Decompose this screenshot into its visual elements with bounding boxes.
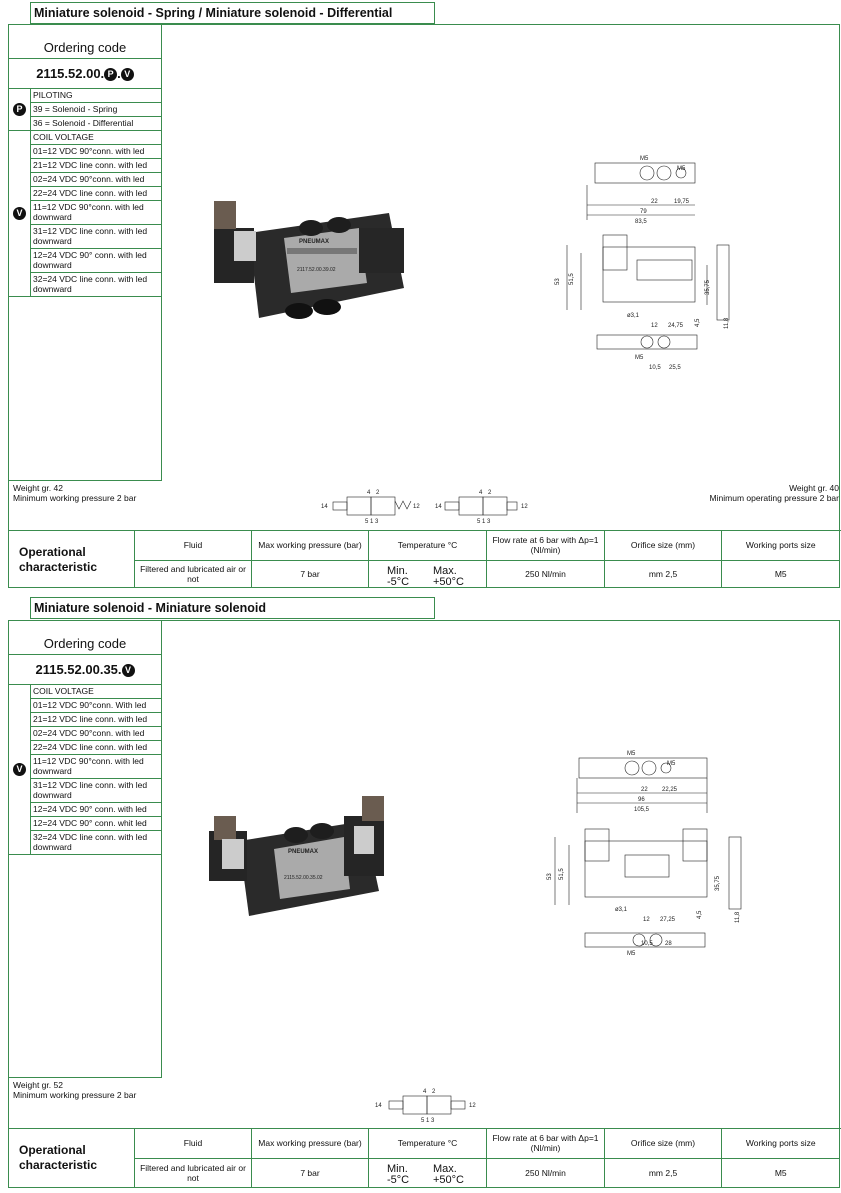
ports-value: M5 — [722, 1158, 840, 1187]
header-flow: Flow rate at 6 bar with Δp=1 (Nl/min) — [487, 1129, 605, 1158]
header-pressure: Max working pressure (bar) — [252, 531, 369, 560]
header-temperature: Temperature °C — [369, 1129, 487, 1158]
svg-text:79: 79 — [640, 209, 647, 215]
header-orifice: Orifice size (mm) — [605, 531, 722, 560]
header-fluid: Fluid — [135, 1129, 252, 1158]
weight-value: Weight gr. 52 — [13, 1080, 63, 1090]
header-temperature: Temperature °C — [369, 531, 487, 560]
valve-photo — [204, 791, 404, 926]
svg-text:ø3,1: ø3,1 — [627, 313, 640, 319]
svg-text:12: 12 — [643, 917, 650, 923]
p-badge-icon: P — [13, 103, 26, 116]
coil-option: 31=12 VDC line conn. with led downward — [31, 779, 161, 803]
svg-text:2: 2 — [432, 1089, 436, 1095]
svg-text:105,5: 105,5 — [634, 807, 650, 813]
svg-text:25,5: 25,5 — [669, 365, 681, 371]
svg-text:4: 4 — [423, 1089, 427, 1095]
flow-value: 250 Nl/min — [487, 1158, 605, 1187]
svg-text:53: 53 — [555, 278, 561, 285]
svg-text:53: 53 — [547, 873, 553, 880]
svg-text:27,25: 27,25 — [660, 917, 676, 923]
header-pressure: Max working pressure (bar) — [252, 1129, 369, 1158]
coil-option: 31=12 VDC line conn. with led downward — [31, 225, 161, 249]
coil-option: 01=12 VDC 90°conn. with led — [31, 145, 161, 159]
min-pressure: Minimum working pressure 2 bar — [13, 493, 137, 503]
section1-title: Miniature solenoid - Spring / Miniature solenoid - Differential — [30, 2, 435, 24]
ordering-panel — [9, 25, 162, 481]
svg-text:4,5: 4,5 — [695, 318, 701, 327]
svg-text:2: 2 — [488, 490, 492, 496]
svg-text:12: 12 — [521, 504, 528, 510]
svg-text:51,5: 51,5 — [559, 868, 565, 880]
dimension-drawing — [547, 733, 747, 957]
svg-text:M5: M5 — [640, 156, 649, 162]
coil-option: 11=12 VDC 90°conn. with led downward — [31, 755, 161, 779]
coil-header: COIL VOLTAGE — [31, 131, 161, 145]
fluid-value: Filtered and lubricated air or not — [135, 560, 252, 588]
svg-text:5 1 3: 5 1 3 — [477, 519, 491, 525]
svg-text:51,5: 51,5 — [569, 273, 575, 285]
pressure-value: 7 bar — [252, 1158, 369, 1187]
svg-text:4: 4 — [367, 490, 371, 496]
svg-text:10,5: 10,5 — [641, 941, 653, 947]
coil-option: 21=12 VDC line conn. with led — [31, 713, 161, 727]
section2-panel — [8, 620, 840, 1188]
ports-value: M5 — [722, 560, 840, 588]
dimension-drawing — [547, 135, 737, 371]
svg-text:14: 14 — [321, 504, 328, 510]
coil-option: 21=12 VDC line conn. with led — [31, 159, 161, 173]
valve-photo — [199, 193, 419, 328]
coil-option: 01=12 VDC 90°conn. With led — [31, 699, 161, 713]
temperature-value: Min. -5°C Max. +50°C — [369, 1158, 487, 1187]
header-flow: Flow rate at 6 bar with Δp=1 (Nl/min) — [487, 531, 605, 560]
svg-text:22,25: 22,25 — [662, 787, 678, 793]
svg-text:2115.52.00.35.02: 2115.52.00.35.02 — [284, 875, 323, 881]
v-badge-icon: V — [13, 763, 26, 776]
svg-text:M5: M5 — [627, 951, 636, 957]
coil-option: 22=24 VDC line conn. with led — [31, 741, 161, 755]
svg-text:83,5: 83,5 — [635, 219, 647, 225]
svg-text:35,75: 35,75 — [705, 279, 711, 295]
svg-text:M5: M5 — [677, 166, 686, 172]
piloting-header: PILOTING — [31, 89, 161, 103]
coil-header: COIL VOLTAGE — [31, 685, 161, 699]
coil-option: 02=24 VDC 90°conn. with led — [31, 727, 161, 741]
svg-text:11,8: 11,8 — [724, 317, 730, 329]
fluid-value: Filtered and lubricated air or not — [135, 1158, 252, 1187]
svg-text:14: 14 — [375, 1103, 382, 1109]
section1-panel — [8, 24, 840, 588]
coil-option: 02=24 VDC 90°conn. with led — [31, 173, 161, 187]
v-badge-icon: V — [13, 207, 26, 220]
operational-table: Operational characteristic Fluid Max working pressure (bar) Temperature °C Flow rate at 6 bar with Δp=1 (Nl/min) Orifice size (mm) Working ports size Filtered and lubricated air or not 7 bar Min. -5°C Max. +50°C 250 Nl/min mm 2,5 M5 — [9, 530, 841, 588]
p-badge-icon: P — [104, 68, 117, 81]
pressure-value: 7 bar — [252, 560, 369, 588]
svg-text:12: 12 — [469, 1103, 476, 1109]
svg-text:M5: M5 — [627, 751, 636, 757]
operational-table: Operational characteristic Fluid Max working pressure (bar) Temperature °C Flow rate at 6 bar with Δp=1 (Nl/min) Orifice size (mm) Working ports size Filtered and lubricated air or not 7 bar Min. -5°C Max. +50°C 250 Nl/min mm 2,5 M5 — [9, 1128, 841, 1186]
svg-text:5 1 3: 5 1 3 — [421, 1118, 435, 1124]
ordering-panel — [9, 621, 162, 1078]
svg-text:M5: M5 — [667, 761, 676, 767]
weight-value: Weight gr. 40 — [789, 483, 839, 493]
min-pressure: Minimum operating pressure 2 bar — [709, 493, 839, 503]
header-ports: Working ports size — [722, 531, 840, 560]
svg-text:4,5: 4,5 — [697, 910, 703, 919]
header-orifice: Orifice size (mm) — [605, 1129, 722, 1158]
piloting-option: 39 = Solenoid - Spring — [31, 103, 161, 117]
coil-option: 12=24 VDC 90° conn. whit led — [31, 817, 161, 831]
svg-text:14: 14 — [435, 504, 442, 510]
svg-text:PNEUMAX: PNEUMAX — [288, 849, 319, 855]
svg-text:35,75: 35,75 — [715, 875, 721, 891]
piloting-group — [9, 89, 161, 131]
orifice-value: mm 2,5 — [605, 560, 722, 588]
min-pressure: Minimum working pressure 2 bar — [13, 1090, 137, 1100]
temperature-value: Min. -5°C Max. +50°C — [369, 560, 487, 588]
svg-text:96: 96 — [638, 797, 645, 803]
svg-text:12: 12 — [413, 504, 420, 510]
ordering-code-label: Ordering code — [9, 621, 161, 655]
header-fluid: Fluid — [135, 531, 252, 560]
coil-option: 11=12 VDC 90°conn. with led downward — [31, 201, 161, 225]
svg-text:4: 4 — [479, 490, 483, 496]
section2-title: Miniature solenoid - Miniature solenoid — [30, 597, 435, 619]
coil-voltage-group — [9, 685, 161, 855]
svg-text:28: 28 — [665, 941, 672, 947]
svg-text:12: 12 — [651, 323, 658, 329]
svg-text:11,8: 11,8 — [735, 911, 741, 923]
v-badge-icon: V — [121, 68, 134, 81]
coil-option: 32=24 VDC line conn. with led downward — [33, 274, 148, 294]
valve-symbol — [371, 1084, 491, 1126]
svg-text:M5: M5 — [635, 355, 644, 361]
valve-symbol — [319, 485, 539, 527]
coil-option: 12=24 VDC 90° conn. with led — [31, 803, 161, 817]
svg-text:5 1 3: 5 1 3 — [365, 519, 379, 525]
piloting-option: 36 = Solenoid - Differential — [33, 118, 134, 128]
ordering-code-label: Ordering code — [9, 25, 161, 59]
flow-value: 250 Nl/min — [487, 560, 605, 588]
svg-text:24,75: 24,75 — [668, 323, 684, 329]
svg-text:22: 22 — [641, 787, 648, 793]
svg-text:2: 2 — [376, 490, 380, 496]
ordering-code: 2115.52.00. P . V — [9, 59, 161, 89]
coil-option: 22=24 VDC line conn. with led — [31, 187, 161, 201]
header-ports: Working ports size — [722, 1129, 840, 1158]
v-badge-icon: V — [122, 664, 135, 677]
svg-text:19,75: 19,75 — [674, 199, 690, 205]
svg-text:PNEUMAX: PNEUMAX — [299, 239, 330, 245]
svg-text:ø3,1: ø3,1 — [615, 907, 628, 913]
coil-option: 12=24 VDC 90° conn. with led downward — [31, 249, 161, 273]
orifice-value: mm 2,5 — [605, 1158, 722, 1187]
weight-value: Weight gr. 42 — [13, 483, 63, 493]
svg-text:2117.52.00.39.02: 2117.52.00.39.02 — [297, 267, 336, 273]
svg-text:10,5: 10,5 — [649, 365, 661, 371]
coil-voltage-group — [9, 131, 161, 297]
ordering-code: 2115.52.00.35. V — [9, 655, 161, 685]
svg-text:22: 22 — [651, 199, 658, 205]
coil-option: 32=24 VDC line conn. with led downward — [33, 832, 148, 852]
